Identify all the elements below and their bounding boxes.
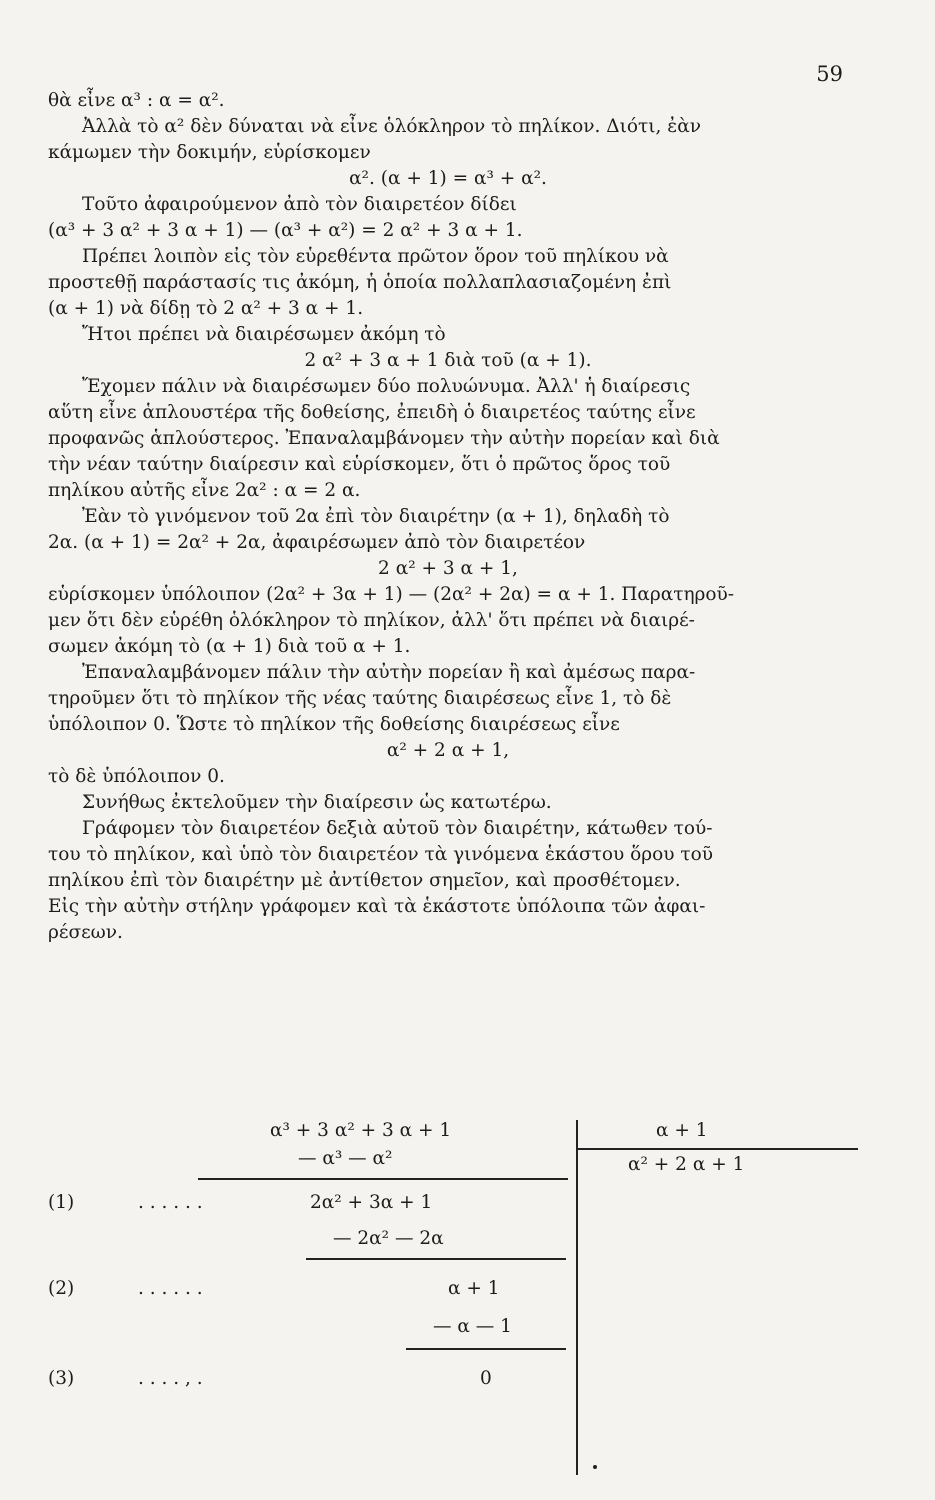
text-line: τὸ δὲ ὑπόλοιπον 0. <box>48 766 225 787</box>
text-block <box>48 88 848 946</box>
text-line: προφανῶς ἁπλούστερος. Ἐπαναλαμβάνομεν τὴν αὐτὴν πορείαν καὶ διὰ <box>48 428 720 449</box>
text-line: προστεθῇ παράστασίς τις ἀκόμη, ἡ ὁποία πολλαπλασιαζομένη ἐπὶ <box>48 272 672 293</box>
text-line: 2α. (α + 1) = 2α² + 2α, ἀφαιρέσωμεν ἀπὸ τὸν διαιρετέον <box>48 532 586 553</box>
text-line: σωμεν ἀκόμη τὸ (α + 1) διὰ τοῦ α + 1. <box>48 636 411 657</box>
text-line: Πρέπει λοιπὸν εἰς τὸν εὑρεθέντα πρῶτον ὅρον τοῦ πηλίκου νὰ <box>82 246 669 267</box>
text-line: Ἀλλὰ τὸ α² δὲν δύναται νὰ εἶνε ὁλόκληρον τὸ πηλίκον. Διότι, ἐὰν <box>82 116 701 137</box>
divisor: α + 1 <box>656 1120 708 1141</box>
text-line: Συνήθως ἐκτελοῦμεν τὴν διαίρεσιν ὡς κατωτέρω. <box>82 792 552 813</box>
text-line: εὑρίσκομεν ὑπόλοιπον (2α² + 3α + 1) — (2α² + 2α) = α + 1. Παρατηροῦ- <box>48 584 735 605</box>
text-line: 2 α² + 3 α + 1, <box>378 558 518 579</box>
text-line: αὕτη εἶνε ἁπλουστέρα τῆς δοθείσης, ἐπειδὴ ὁ διαιρετέος ταύτης εἶνε <box>48 402 696 423</box>
rule-1 <box>198 1178 568 1180</box>
remainder-3-label: (3) <box>48 1368 75 1389</box>
text-line: Ἐὰν τὸ γινόμενον τοῦ 2α ἐπὶ τὸν διαιρέτην (α + 1), δηλαδὴ τὸ <box>82 506 670 527</box>
text-line: Γράφομεν τὸν διαιρετέον δεξιὰ αὐτοῦ τὸν διαιρέτην, κάτωθεν τού- <box>82 818 713 839</box>
text-line: τὴν νέαν ταύτην διαίρεσιν καὶ εὑρίσκομεν, ὅτι ὁ πρῶτος ὅρος τοῦ <box>48 454 671 475</box>
text-line: μεν ὅτι δὲν εὑρέθη ὁλόκληρον τὸ πηλίκον, ἀλλ' ὅτι πρέπει νὰ διαιρέ- <box>48 610 695 631</box>
text-line: πηλίκου αὐτῆς εἶνε 2α² : α = 2 α. <box>48 480 361 501</box>
page-number: 59 <box>816 62 843 86</box>
remainder-1: 2α² + 3α + 1 <box>310 1192 433 1213</box>
text-line: πηλίκου ἐπὶ τὸν διαιρέτην μὲ ἀντίθετον σημεῖον, καὶ προσθέτομεν. <box>48 870 681 891</box>
text-line: Ἤτοι πρέπει νὰ διαιρέσωμεν ἀκόμη τὸ <box>82 324 446 345</box>
rule-2 <box>306 1258 566 1260</box>
text-line: Ἔχομεν πάλιν νὰ διαιρέσωμεν δύο πολυώνυμα. Ἀλλ' ἡ διαίρεσις <box>82 376 691 397</box>
text-line: κάμωμεν τὴν δοκιμήν, εὑρίσκομεν <box>48 142 371 163</box>
subtrahend-1: — α³ — α² <box>298 1148 393 1169</box>
text-line: θὰ εἶνε α³ : α = α². <box>48 90 225 111</box>
remainder-2: α + 1 <box>448 1278 500 1299</box>
division-vertical-rule <box>576 1120 578 1475</box>
remainder-1-dots: . . . . . . <box>138 1192 203 1213</box>
text-line: (α³ + 3 α² + 3 α + 1) — (α³ + α²) = 2 α² + 3 α + 1. <box>48 220 523 241</box>
text-line: Τοῦτο ἀφαιρούμενον ἀπὸ τὸν διαιρετέον δίδει <box>82 194 517 215</box>
text-line: ὑπόλοιπον 0. Ὥστε τὸ πηλίκον τῆς δοθείσης διαιρέσεως εἶνε <box>48 714 620 735</box>
remainder-2-label: (2) <box>48 1278 75 1299</box>
remainder-1-label: (1) <box>48 1192 75 1213</box>
remainder-3-dots: . . . . , . <box>138 1368 203 1389</box>
text-line: (α + 1) νὰ δίδῃ τὸ 2 α² + 3 α + 1. <box>48 298 364 319</box>
text-line: ρέσεων. <box>48 922 123 943</box>
rule-3 <box>406 1348 566 1350</box>
text-line: Ἐπαναλαμβάνομεν πάλιν τὴν αὐτὴν πορείαν ἢ καὶ ἀμέσως παρα- <box>82 662 696 683</box>
dividend: α³ + 3 α² + 3 α + 1 <box>270 1120 452 1141</box>
remainder-2-dots: . . . . . . <box>138 1278 203 1299</box>
long-division-scheme <box>48 1120 848 1500</box>
page-body <box>48 88 848 1389</box>
division-divisor-rule <box>576 1148 858 1150</box>
text-line: 2 α² + 3 α + 1 διὰ τοῦ (α + 1). <box>304 350 592 371</box>
stray-dot <box>593 1465 597 1469</box>
text-line: του τὸ πηλίκον, καὶ ὑπὸ τὸν διαιρετέον τὰ γινόμενα ἑκάστου ὅρου τοῦ <box>48 844 714 865</box>
remainder-3: 0 <box>480 1368 492 1389</box>
text-line: Εἰς τὴν αὐτὴν στήλην γράφομεν καὶ τὰ ἑκάστοτε ὑπόλοιπα τῶν ἀφαι- <box>48 896 706 917</box>
subtrahend-3: — α — 1 <box>433 1316 512 1337</box>
text-line: τηροῦμεν ὅτι τὸ πηλίκον τῆς νέας ταύτης διαιρέσεως εἶνε 1, τὸ δὲ <box>48 688 672 709</box>
quotient: α² + 2 α + 1 <box>628 1154 745 1175</box>
subtrahend-2: — 2α² — 2α <box>333 1228 444 1249</box>
text-line: α². (α + 1) = α³ + α². <box>349 168 547 189</box>
text-line: α² + 2 α + 1, <box>386 740 510 761</box>
